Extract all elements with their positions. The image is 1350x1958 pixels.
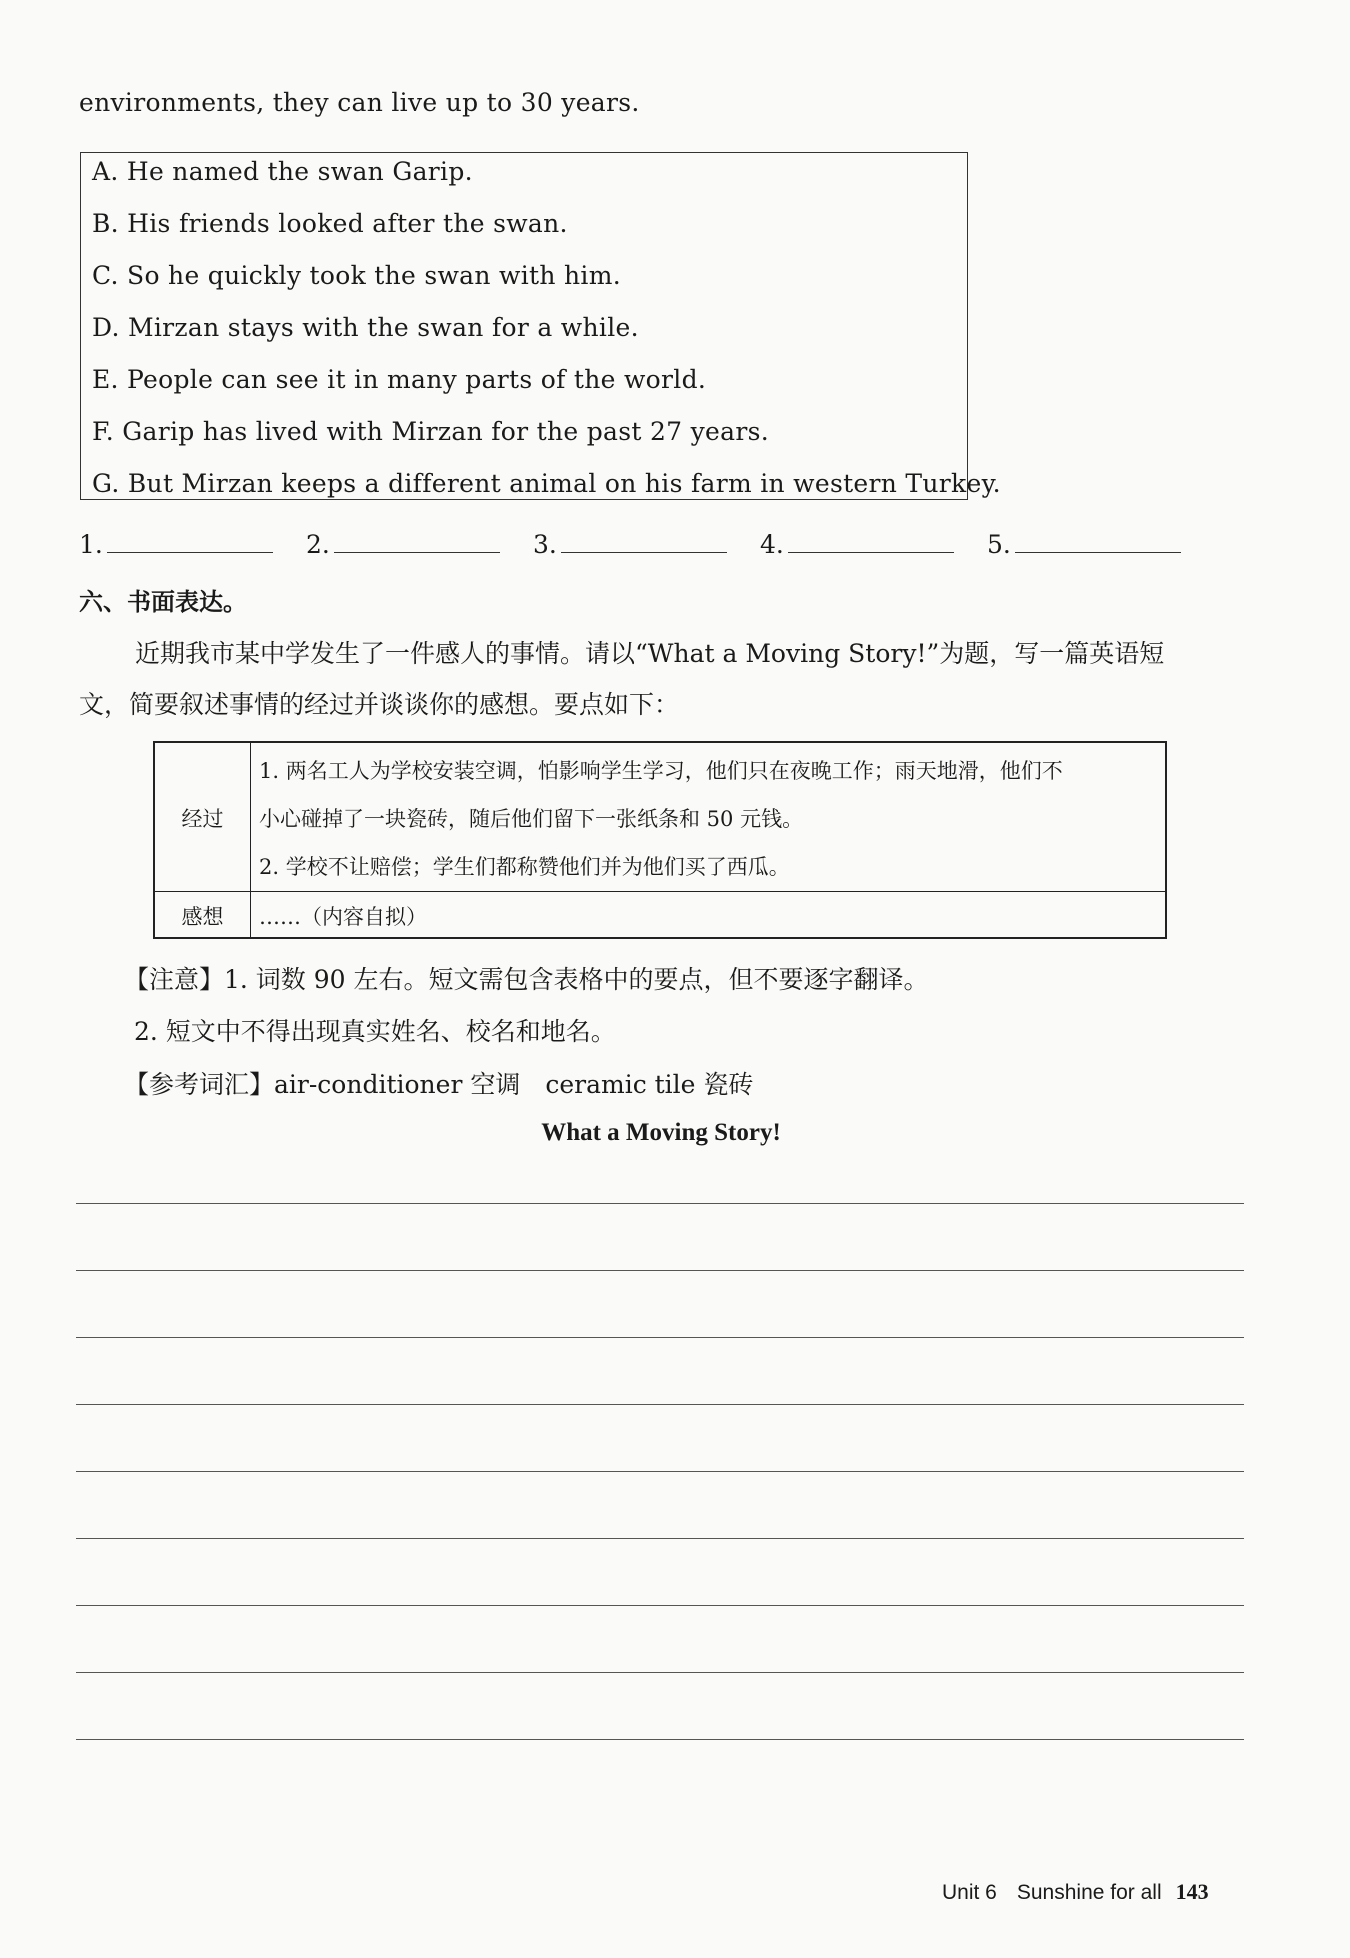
blank-number: 4.: [760, 530, 784, 559]
answer-blank-3[interactable]: [533, 528, 727, 559]
blank-line[interactable]: [788, 528, 954, 553]
note-1: 【注意】1. 词数 90 左右。短文需包含表格中的要点，但不要逐字翻译。: [124, 965, 929, 994]
writing-line[interactable]: [76, 1270, 1244, 1271]
vocab-note: 【参考词汇】air-conditioner 空调 ceramic tile 瓷砖: [124, 1070, 754, 1099]
answer-blank-5[interactable]: [987, 528, 1181, 559]
key-points-table: [153, 741, 1167, 939]
blank-line[interactable]: [107, 528, 273, 553]
blank-line[interactable]: [561, 528, 727, 553]
option-g: G. But Mirzan keeps a different animal on his farm in western Turkey.: [92, 469, 1001, 498]
writing-line[interactable]: [76, 1337, 1244, 1338]
row-label-feelings: 感想: [181, 905, 224, 929]
answer-blank-2[interactable]: [306, 528, 500, 559]
option-c: C. So he quickly took the swan with him.: [92, 261, 621, 290]
note-2: 2. 短文中不得出现真实姓名、校名和地名。: [134, 1017, 616, 1046]
answer-blank-4[interactable]: [760, 528, 954, 559]
blank-number: 1.: [79, 530, 103, 559]
process-text-line-3: 2. 学校不让赔偿；学生们都称赞他们并为他们买了西瓜。: [259, 855, 790, 879]
blank-line[interactable]: [1015, 528, 1181, 553]
row-label-process: 经过: [181, 807, 224, 831]
writing-line[interactable]: [76, 1739, 1244, 1740]
writing-line[interactable]: [76, 1471, 1244, 1472]
blank-line[interactable]: [334, 528, 500, 553]
option-a: A. He named the swan Garip.: [92, 157, 473, 186]
process-text-line-1: 1. 两名工人为学校安装空调，怕影响学生学习，他们只在夜晚工作；雨天地滑，他们不: [259, 759, 1063, 783]
blank-number: 3.: [533, 530, 557, 559]
writing-line[interactable]: [76, 1203, 1244, 1204]
passage-last-line: environments, they can live up to 30 years.: [79, 88, 640, 117]
page-number: 143: [1175, 1879, 1209, 1904]
option-f: F. Garip has lived with Mirzan for the past 27 years.: [92, 417, 769, 446]
essay-title: What a Moving Story!: [541, 1119, 781, 1146]
answer-blanks: [0, 528, 1350, 568]
blank-number: 2.: [306, 530, 330, 559]
answer-blank-1[interactable]: [79, 528, 273, 559]
writing-line[interactable]: [76, 1605, 1244, 1606]
table-divider: [155, 891, 1165, 892]
page-footer: [942, 1879, 1209, 1905]
writing-line[interactable]: [76, 1538, 1244, 1539]
task-intro-line-1: 近期我市某中学发生了一件感人的事情。请以“What a Moving Story!”为题，写一篇英语短: [135, 639, 1165, 668]
section-title: 六、书面表达。: [79, 588, 247, 616]
footer-unit-title: Sunshine for all: [1016, 1881, 1162, 1904]
task-intro-line-2: 文，简要叙述事情的经过并谈谈你的感想。要点如下：: [79, 690, 680, 719]
blank-number: 5.: [987, 530, 1011, 559]
writing-line[interactable]: [76, 1672, 1244, 1673]
options-box: [80, 152, 1001, 500]
option-e: E. People can see it in many parts of the world.: [92, 365, 707, 394]
writing-line[interactable]: [76, 1404, 1244, 1405]
table-divider: [250, 743, 251, 937]
option-b: B. His friends looked after the swan.: [92, 209, 568, 238]
option-d: D. Mirzan stays with the swan for a while.: [92, 313, 639, 342]
process-text-line-2: 小心碰掉了一块瓷砖，随后他们留下一张纸条和 50 元钱。: [259, 807, 804, 831]
footer-unit: Unit 6: [942, 1881, 997, 1904]
feelings-text: ……（内容自拟）: [259, 905, 427, 929]
